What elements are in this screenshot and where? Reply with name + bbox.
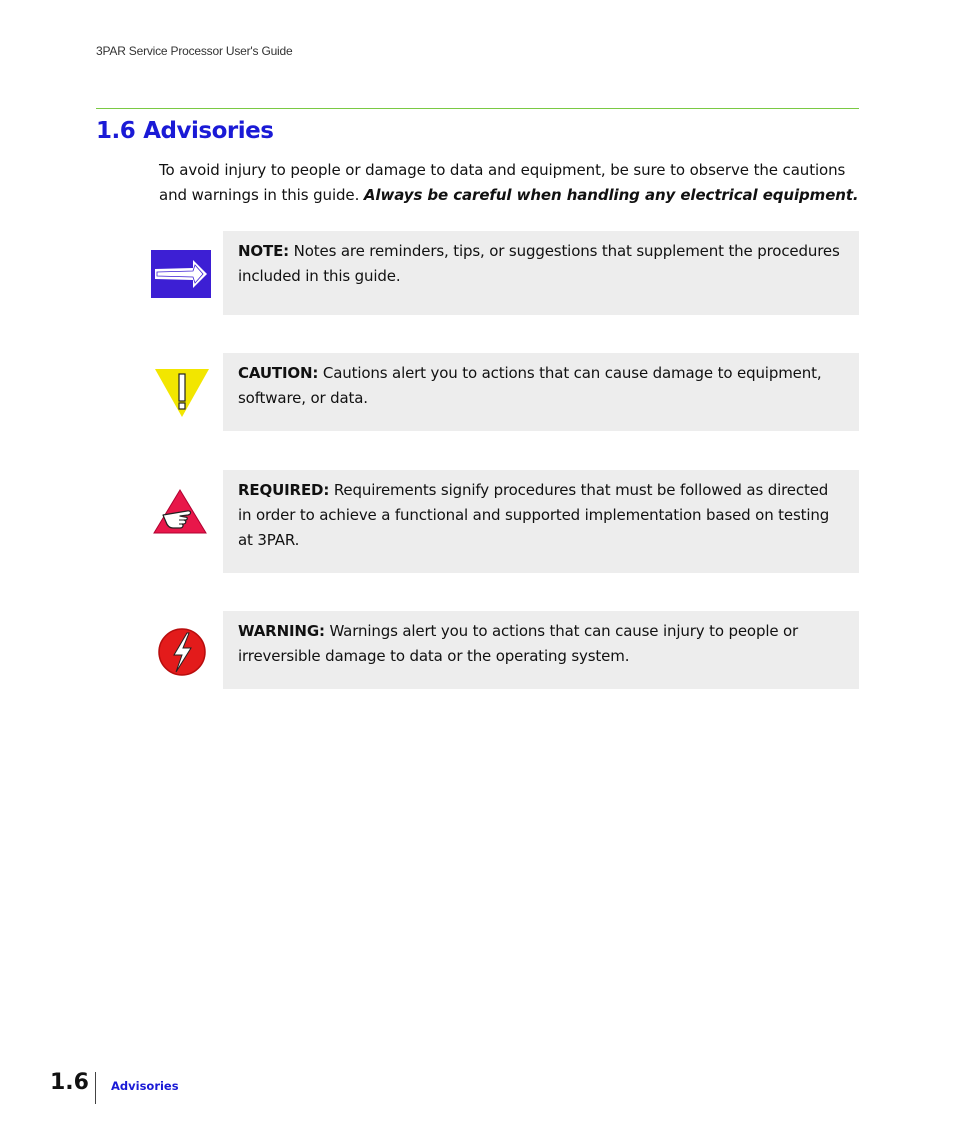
- required-body: Requirements signify procedures that must be followed as directed in order to achieve a functional and supported implementation based on testing at 3PAR.: [238, 481, 830, 549]
- note-callout: [223, 231, 859, 315]
- required-text: [238, 478, 845, 553]
- section-number: 1.6: [96, 118, 136, 144]
- footer-divider: [95, 1072, 96, 1104]
- intro-paragraph: [159, 158, 864, 208]
- note-text: [238, 239, 845, 289]
- exclamation-triangle-icon: [154, 368, 210, 422]
- required-label: REQUIRED:: [238, 481, 330, 499]
- note-body: Notes are reminders, tips, or suggestions that supplement the procedures included in this guide.: [238, 242, 840, 285]
- warning-callout: [223, 611, 859, 689]
- caution-text: [238, 361, 845, 411]
- warning-text: [238, 619, 845, 669]
- intro-text: To avoid injury to people or damage to data and equipment, be sure to observe the cautions and warnings in this guide.: [159, 161, 846, 204]
- note-label: NOTE:: [238, 242, 290, 260]
- running-header: 3PAR Service Processor User's Guide: [96, 44, 293, 58]
- arrow-icon: [151, 250, 211, 302]
- header-rule: [96, 108, 859, 109]
- caution-body: Cautions alert you to actions that can cause damage to equipment, software, or data.: [238, 364, 822, 407]
- footer-section-name: Advisories: [111, 1079, 179, 1093]
- required-callout: [223, 470, 859, 573]
- pointing-hand-icon: [153, 489, 207, 539]
- warning-label: WARNING:: [238, 622, 325, 640]
- footer-page-number: 1.6: [50, 1070, 89, 1095]
- lightning-icon: [157, 627, 207, 681]
- intro-emphasis: Always be careful when handling any electrical equipment.: [363, 186, 859, 204]
- section-title: [96, 118, 273, 144]
- warning-body: Warnings alert you to actions that can cause injury to people or irreversible damage to data or the operating system.: [238, 622, 799, 665]
- caution-label: CAUTION:: [238, 364, 319, 382]
- section-title-text: Advisories: [143, 118, 274, 144]
- caution-callout: [223, 353, 859, 431]
